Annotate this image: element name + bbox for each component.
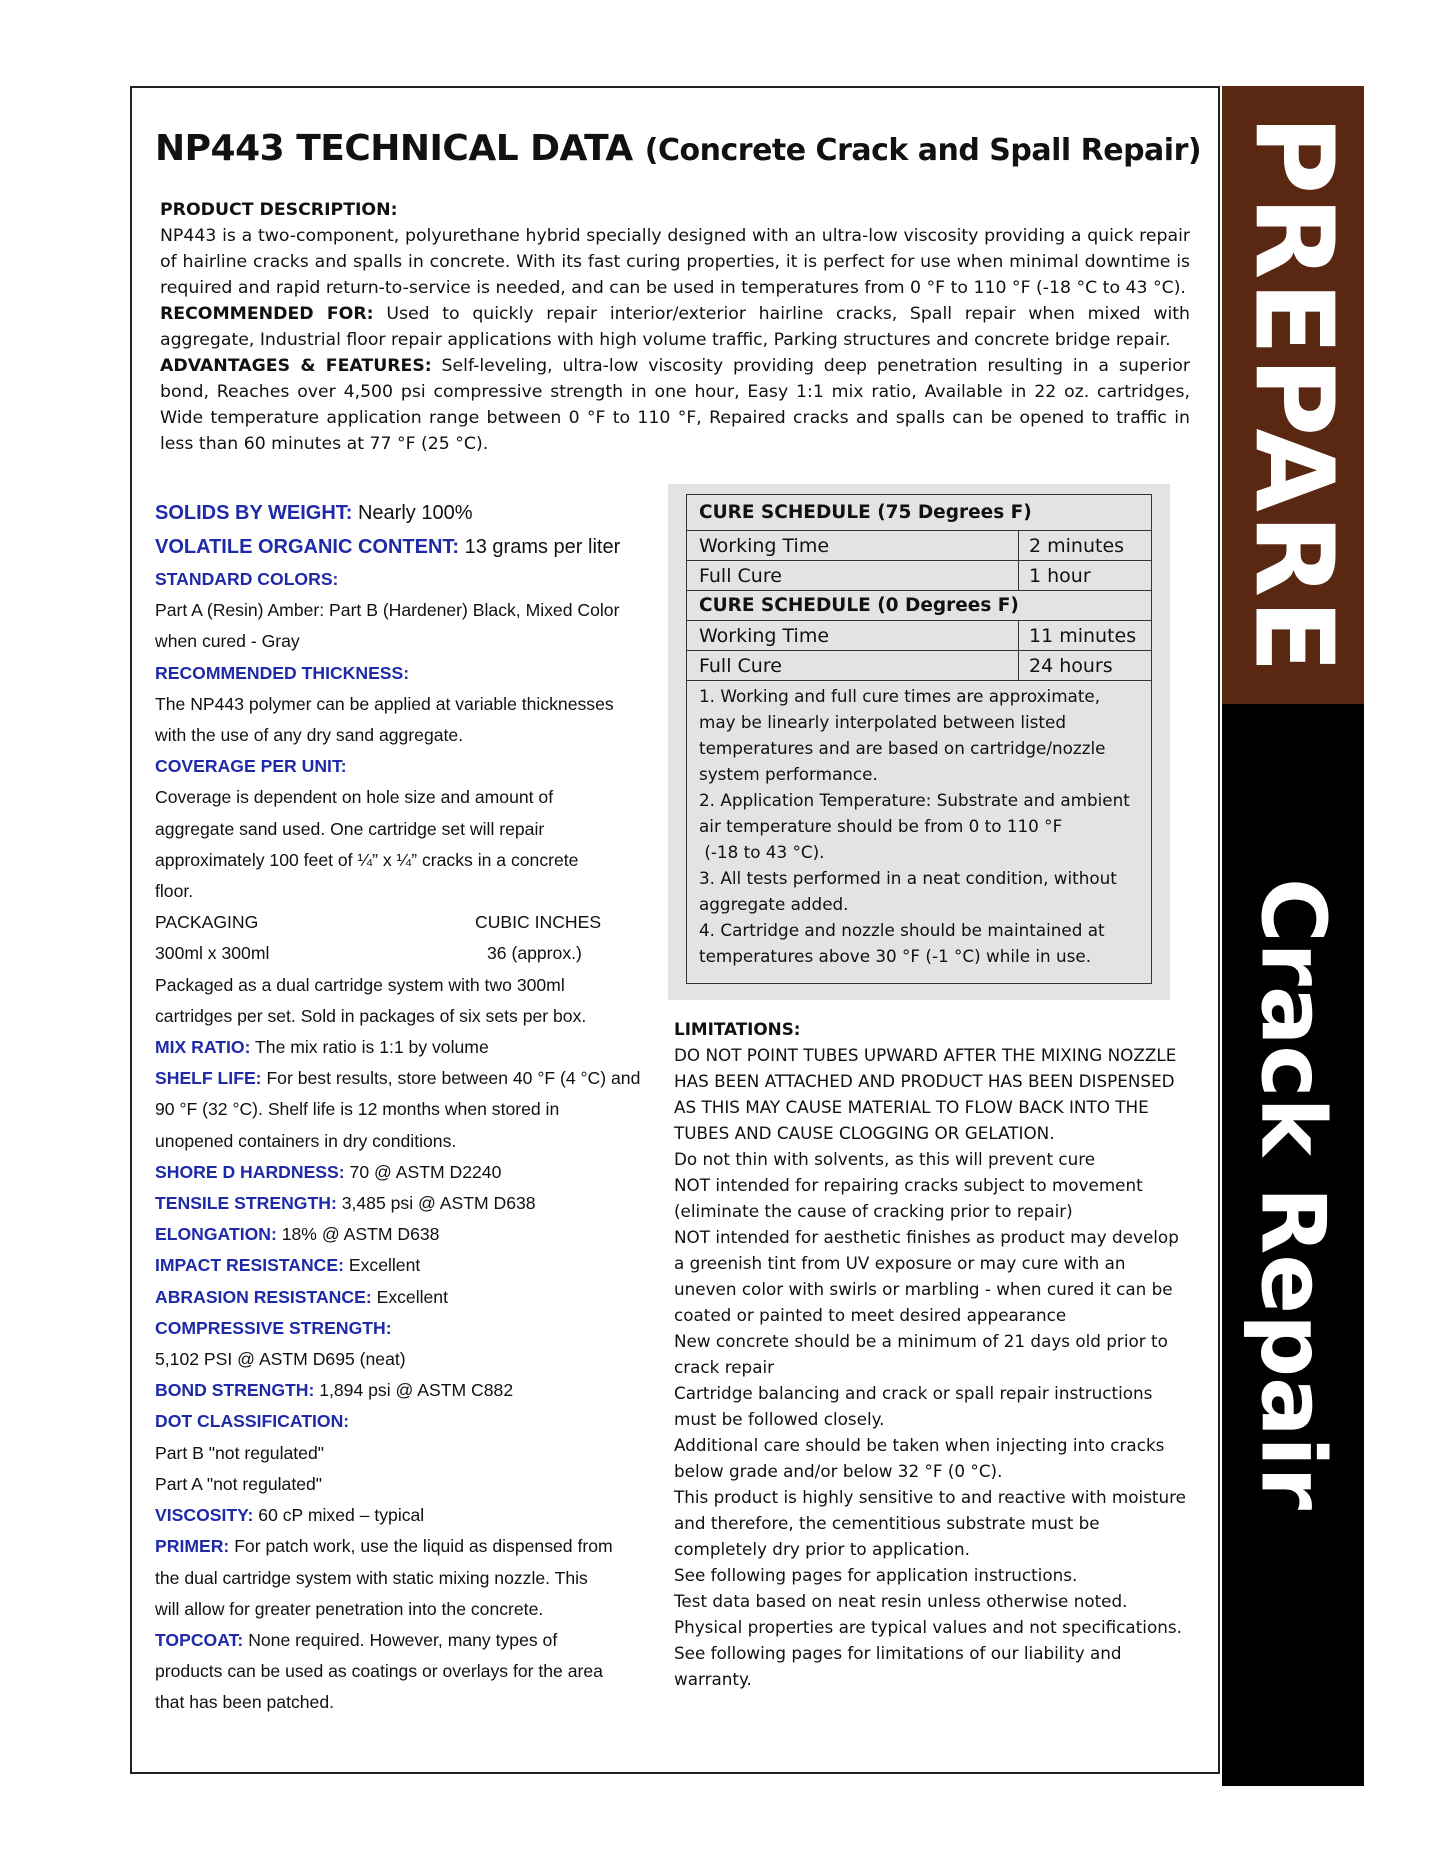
- limitation-line: New concrete should be a minimum of 21 days old prior to: [674, 1331, 1168, 1351]
- side-banner-crack-repair: [1222, 704, 1364, 1786]
- spec-bond: [155, 1375, 655, 1406]
- spec-label: COMPRESSIVE STRENGTH:: [155, 1317, 392, 1338]
- cure-schedule-table: [686, 494, 1152, 984]
- spec-label: SHELF LIFE:: [155, 1068, 262, 1089]
- spec-text-line: products can be used as coatings or overlays for the area: [155, 1661, 603, 1682]
- limitation-line: a greenish tint from UV exposure or may cure with an: [674, 1253, 1126, 1273]
- cure-row: [687, 651, 1151, 681]
- spec-label: SHORE D HARDNESS:: [155, 1161, 345, 1182]
- limitation-line: TUBES AND CAUSE CLOGGING OR GELATION.: [674, 1123, 1055, 1143]
- spec-elongation: [155, 1219, 655, 1250]
- spec-text-line: Part B "not regulated": [155, 1442, 324, 1463]
- spec-value: 70 @ ASTM D2240: [349, 1161, 502, 1182]
- cure-row: [687, 531, 1151, 561]
- limitation-line: See following pages for limitations of our liability and: [674, 1643, 1122, 1663]
- cure-note-line: temperatures above 30 °F (-1 °C) while in use.: [699, 946, 1092, 966]
- spec-label: PRIMER:: [155, 1536, 230, 1557]
- limitation-line: Do not thin with solvents, as this will prevent cure: [674, 1149, 1096, 1169]
- recommended-text: Used to quickly repair interior/exterior hairline cracks, Spall repair when mixed with aggregate, Industrial floor repair applications with high volume traffic, Parking structures and concrete bridge repair.: [160, 304, 1190, 350]
- spec-mix: [155, 1032, 655, 1063]
- spec-label: STANDARD COLORS:: [155, 569, 339, 589]
- spec-label: MIX RATIO:: [155, 1037, 251, 1058]
- advantages-text: Self-leveling, ultra-low viscosity providing deep penetration resulting in a superior bond, Reaches over 4,500 psi compressive strength in one hour, Easy 1:1 mix ratio, Available in 22 oz. cartridges, Wide temperature application range between 0 °F to 110 °F, Repaired cracks and spalls can be opened to traffic in less than 60 minutes at 77 °F (25 °C).: [160, 356, 1190, 454]
- spec-text-line: 5,102 PSI @ ASTM D695 (neat): [155, 1349, 406, 1370]
- spec-label: TENSILE STRENGTH:: [155, 1193, 337, 1214]
- cure-row-value: 24 hours: [1029, 655, 1113, 677]
- spec-dot-label: [155, 1406, 655, 1437]
- spec-text-line: floor.: [155, 881, 194, 902]
- spec-value: 3,485 psi @ ASTM D638: [341, 1193, 536, 1214]
- cure-schedule-panel: [668, 484, 1170, 1000]
- packaging-value-row: [155, 938, 655, 969]
- cure-note-line: may be linearly interpolated between listed: [699, 712, 1066, 732]
- spec-label: TOPCOAT:: [155, 1629, 244, 1650]
- cure-row: [687, 621, 1151, 651]
- spec-text-line: approximately 100 feet of ¼” x ¼” cracks in a concrete: [155, 849, 579, 870]
- spec-primer: [155, 1531, 655, 1562]
- limitation-line: Additional care should be taken when injecting into cracks: [674, 1435, 1165, 1455]
- spec-thickness-label: [155, 658, 655, 689]
- cure-row-label: Working Time: [687, 621, 1019, 650]
- limitation-line: below grade and/or below 32 °F (0 °C).: [674, 1461, 1003, 1481]
- limitation-line: coated or painted to meet desired appearance: [674, 1305, 1067, 1325]
- spec-shore: [155, 1157, 655, 1188]
- packaging-value: 300ml x 300ml: [155, 943, 270, 964]
- limitation-line: uneven color with swirls or marbling - when cured it can be: [674, 1279, 1173, 1299]
- spec-value: 18% @ ASTM D638: [281, 1224, 440, 1245]
- cure-row-value: 1 hour: [1029, 565, 1091, 587]
- spec-label: IMPACT RESISTANCE:: [155, 1255, 344, 1276]
- limitation-line: and therefore, the cementitious substrate must be: [674, 1513, 1100, 1533]
- spec-label: VOLATILE ORGANIC CONTENT:: [155, 536, 460, 558]
- limitations-section: [674, 1016, 1194, 1692]
- spec-text-line: with the use of any dry sand aggregate.: [155, 725, 464, 746]
- limitation-line: Physical properties are typical values and not specifications.: [674, 1617, 1182, 1637]
- page-title: [155, 128, 1225, 169]
- description-text: NP443 is a two-component, polyurethane hybrid specially designed with an ultra-low viscosity providing a quick repair of hairline cracks and spalls in concrete. With its fast curing properties, it is perfect for use when minimal downtime is required and rapid return-to-service is needed, and can be used in temperatures from 0 °F to 110 °F (-18 °C to 43 °C).: [160, 226, 1190, 298]
- limitation-line: See following pages for application instructions.: [674, 1565, 1078, 1585]
- spec-label: COVERAGE PER UNIT:: [155, 756, 347, 777]
- spec-text-line: 90 °F (32 °C). Shelf life is 12 months when stored in: [155, 1099, 560, 1120]
- specs-column: [155, 496, 655, 1719]
- spec-value: 60 cP mixed – typical: [258, 1505, 425, 1526]
- spec-text-line: Coverage is dependent on hole size and amount of: [155, 787, 554, 808]
- spec-text-line: The NP443 polymer can be applied at variable thicknesses: [155, 693, 614, 714]
- spec-label: SOLIDS BY WEIGHT:: [155, 502, 353, 524]
- cure-row-label: Working Time: [687, 531, 1019, 560]
- limitation-line: DO NOT POINT TUBES UPWARD AFTER THE MIXING NOZZLE: [674, 1045, 1177, 1065]
- spec-topcoat: [155, 1625, 655, 1656]
- recommended-label: RECOMMENDED FOR:: [160, 304, 374, 324]
- advantages-label: ADVANTAGES & FEATURES:: [160, 356, 432, 376]
- spec-coverage-label: [155, 751, 655, 782]
- spec-text-line: Part A (Resin) Amber: Part B (Hardener) Black, Mixed Color: [155, 600, 620, 621]
- cure-notes: [687, 681, 1151, 969]
- description-heading: PRODUCT DESCRIPTION:: [160, 200, 398, 220]
- limitation-line: AS THIS MAY CAUSE MATERIAL TO FLOW BACK INTO THE: [674, 1097, 1149, 1117]
- cure-heading-0: CURE SCHEDULE (0 Degrees F): [687, 591, 1151, 621]
- spec-voc: [155, 530, 655, 564]
- spec-label: ELONGATION:: [155, 1224, 277, 1245]
- cure-row-label: Full Cure: [687, 561, 1019, 590]
- spec-label: VISCOSITY:: [155, 1505, 254, 1526]
- cure-note-line: 4. Cartridge and nozzle should be maintained at: [699, 920, 1105, 940]
- limitation-line: NOT intended for aesthetic finishes as product may develop: [674, 1227, 1179, 1247]
- spec-label: BOND STRENGTH:: [155, 1380, 315, 1401]
- spec-label: ABRASION RESISTANCE:: [155, 1286, 372, 1307]
- cure-note-line: (-18 to 43 °C).: [699, 842, 825, 862]
- spec-text-line: unopened containers in dry conditions.: [155, 1130, 457, 1151]
- packaging-header: PACKAGING: [155, 912, 259, 933]
- spec-text-line: will allow for greater penetration into the concrete.: [155, 1598, 544, 1619]
- cure-row-value: 11 minutes: [1029, 625, 1137, 647]
- spec-value: None required. However, many types of: [248, 1629, 558, 1650]
- side-banner-crack-repair-text: Crack Repair: [1241, 877, 1345, 1511]
- spec-text-line: Part A "not regulated": [155, 1473, 323, 1494]
- spec-shelf: [155, 1063, 655, 1094]
- limitation-line: crack repair: [674, 1357, 775, 1377]
- side-banner-prepare-text: PREPARE: [1230, 115, 1356, 675]
- spec-value: For patch work, use the liquid as dispensed from: [234, 1536, 613, 1557]
- spec-value: The mix ratio is 1:1 by volume: [255, 1037, 489, 1058]
- spec-text-line: cartridges per set. Sold in packages of six sets per box.: [155, 1005, 587, 1026]
- spec-text-line: aggregate sand used. One cartridge set will repair: [155, 818, 545, 839]
- cure-note-line: air temperature should be from 0 to 110 °F: [699, 816, 1063, 836]
- spec-value: Excellent: [376, 1286, 448, 1307]
- page-title-sub: (Concrete Crack and Spall Repair): [644, 133, 1202, 168]
- cure-row: [687, 561, 1151, 591]
- limitation-line: warranty.: [674, 1669, 752, 1689]
- limitation-line: completely dry prior to application.: [674, 1539, 970, 1559]
- spec-text-line: when cured - Gray: [155, 631, 300, 652]
- spec-value: Nearly 100%: [357, 502, 473, 524]
- cure-note-line: 2. Application Temperature: Substrate and ambient: [699, 790, 1130, 810]
- limitation-line: HAS BEEN ATTACHED AND PRODUCT HAS BEEN DISPENSED: [674, 1071, 1175, 1091]
- cure-note-line: aggregate added.: [699, 894, 849, 914]
- limitation-line: Test data based on neat resin unless otherwise noted.: [674, 1591, 1128, 1611]
- product-description: [160, 197, 1190, 457]
- cure-note-line: temperatures and are based on cartridge/nozzle: [699, 738, 1106, 758]
- limitation-line: This product is highly sensitive to and reactive with moisture: [674, 1487, 1187, 1507]
- page-title-main: NP443 TECHNICAL DATA: [155, 128, 633, 169]
- cure-note-line: 3. All tests performed in a neat condition, without: [699, 868, 1117, 888]
- limitations-heading: LIMITATIONS:: [674, 1019, 801, 1039]
- spec-text-line: that has been patched.: [155, 1692, 335, 1713]
- spec-label: DOT CLASSIFICATION:: [155, 1411, 350, 1432]
- spec-viscosity: [155, 1500, 655, 1531]
- limitation-line: NOT intended for repairing cracks subject to movement: [674, 1175, 1143, 1195]
- cure-note-line: 1. Working and full cure times are approximate,: [699, 686, 1101, 706]
- packaging-header-row: [155, 907, 655, 938]
- limitation-line: Cartridge balancing and crack or spall repair instructions: [674, 1383, 1153, 1403]
- cure-row-value: 2 minutes: [1029, 535, 1125, 557]
- spec-label: RECOMMENDED THICKNESS:: [155, 662, 410, 683]
- cubic-header: CUBIC INCHES: [475, 912, 602, 933]
- spec-compressive-label: [155, 1313, 655, 1344]
- cure-note-line: system performance.: [699, 764, 878, 784]
- limitation-line: must be followed closely.: [674, 1409, 885, 1429]
- spec-value: 13 grams per liter: [464, 536, 621, 558]
- spec-value: For best results, store between 40 °F (4 °C) and: [266, 1068, 641, 1089]
- cubic-value: 36 (approx.): [487, 943, 582, 964]
- spec-tensile: [155, 1188, 655, 1219]
- spec-value: Excellent: [348, 1255, 421, 1276]
- spec-text-line: Packaged as a dual cartridge system with two 300ml: [155, 974, 565, 995]
- cure-heading-75: CURE SCHEDULE (75 Degrees F): [687, 495, 1151, 531]
- spec-abrasion: [155, 1282, 655, 1313]
- limitation-line: (eliminate the cause of cracking prior to repair): [674, 1201, 1073, 1221]
- side-banner-prepare: [1222, 86, 1364, 704]
- cure-row-label: Full Cure: [687, 651, 1019, 680]
- spec-text-line: the dual cartridge system with static mixing nozzle. This: [155, 1567, 588, 1588]
- spec-solids: [155, 496, 655, 530]
- spec-colors-label: [155, 564, 655, 595]
- spec-impact: [155, 1250, 655, 1281]
- spec-value: 1,894 psi @ ASTM C882: [319, 1380, 514, 1401]
